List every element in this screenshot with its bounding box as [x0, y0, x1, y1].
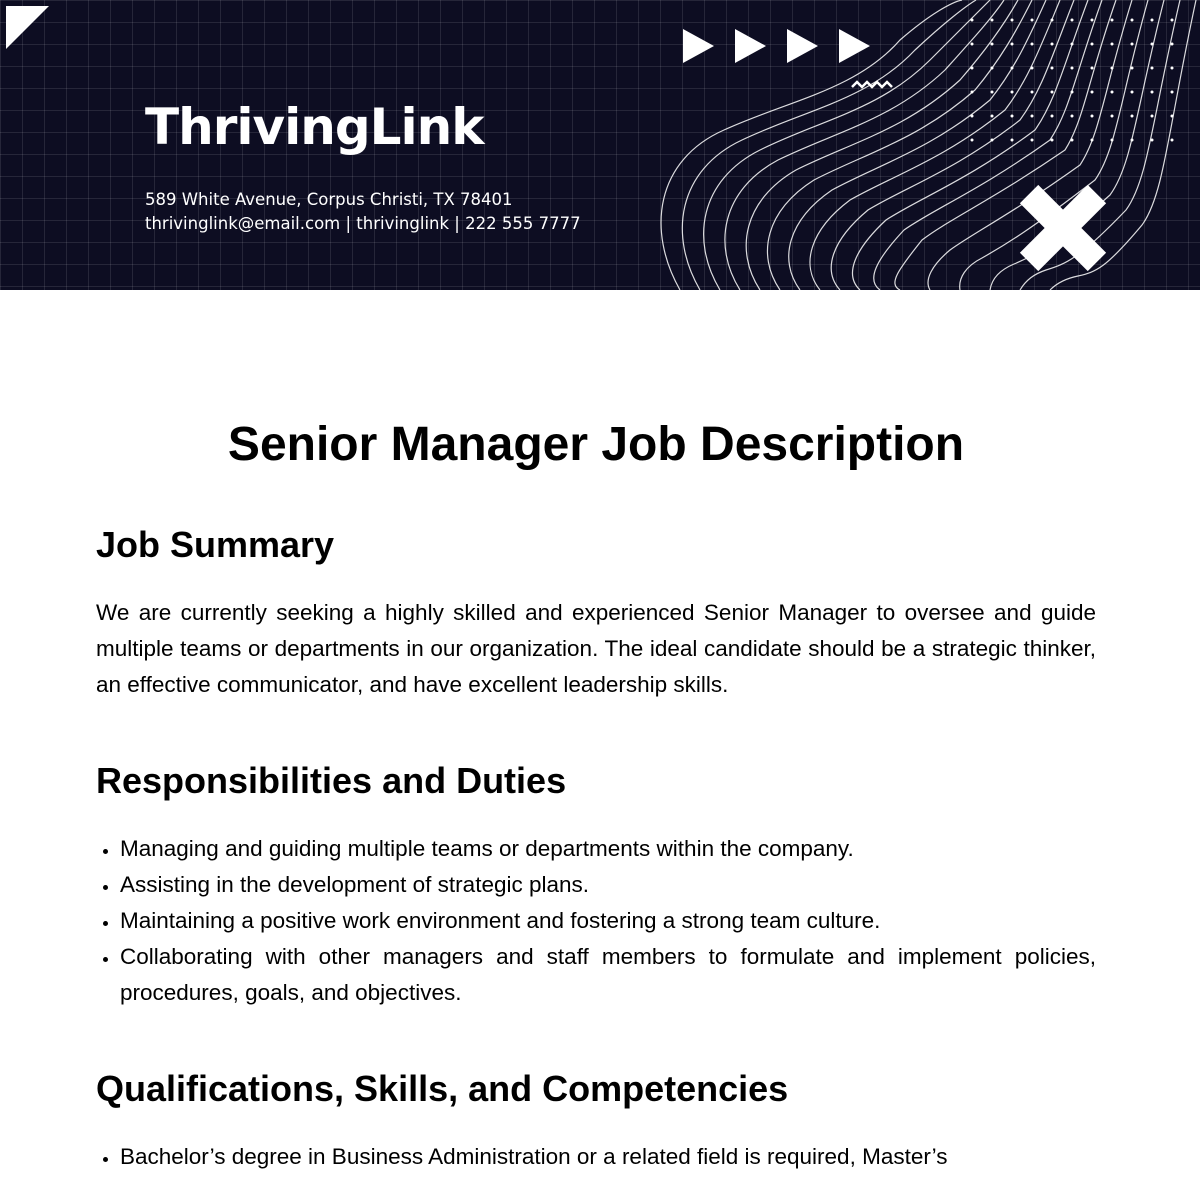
play-arrow-icon — [787, 29, 818, 63]
contact-info — [145, 188, 581, 236]
list-item: • Managing and guiding multiple teams or departments within the company. — [120, 831, 1096, 867]
arrow-row-icon — [683, 29, 870, 63]
dot-field-icon — [971, 19, 1174, 142]
brand-name: ThrivingLink — [145, 98, 484, 156]
job-summary-section — [96, 522, 1096, 703]
page-title: Senior Manager Job Description — [227, 418, 965, 471]
list-item: • Assisting in the development of strategic plans. — [120, 867, 1096, 903]
responsibilities-section — [96, 758, 1096, 1011]
corner-triangle-icon — [6, 6, 49, 49]
play-arrow-icon — [683, 29, 714, 63]
summary-text: We are currently seeking a highly skilled and experienced Senior Manager to oversee and guide multiple teams or departments in our organization. The ideal candidate should be a strategic thinker, an effective communicator, and have excellent leadership skills. — [96, 600, 1096, 697]
list-item: • Maintaining a positive work environment and fostering a strong team culture. — [120, 903, 1096, 939]
document-body — [96, 414, 1096, 1175]
address-line: 589 White Avenue, Corpus Christi, TX 78401 — [145, 190, 513, 209]
header-banner — [0, 0, 1200, 290]
contact-line: thrivinglink@email.com | thrivinglink | 222 555 7777 — [145, 214, 581, 233]
section-heading: Job Summary — [96, 524, 335, 565]
qualifications-list — [96, 1139, 1096, 1175]
list-item: • Collaborating with other managers and staff members to formulate and implement policies, procedures, goals, and objectives. — [120, 939, 1096, 1011]
list-item: • Bachelor’s degree in Business Administration or a related field is required, Master’s — [120, 1139, 1096, 1175]
section-heading: Responsibilities and Duties — [96, 760, 567, 801]
section-heading: Qualifications, Skills, and Competencies — [96, 1068, 789, 1109]
qualifications-section — [96, 1066, 1096, 1175]
responsibilities-list — [96, 831, 1096, 1011]
play-arrow-icon — [735, 29, 766, 63]
play-arrow-icon — [839, 29, 870, 63]
